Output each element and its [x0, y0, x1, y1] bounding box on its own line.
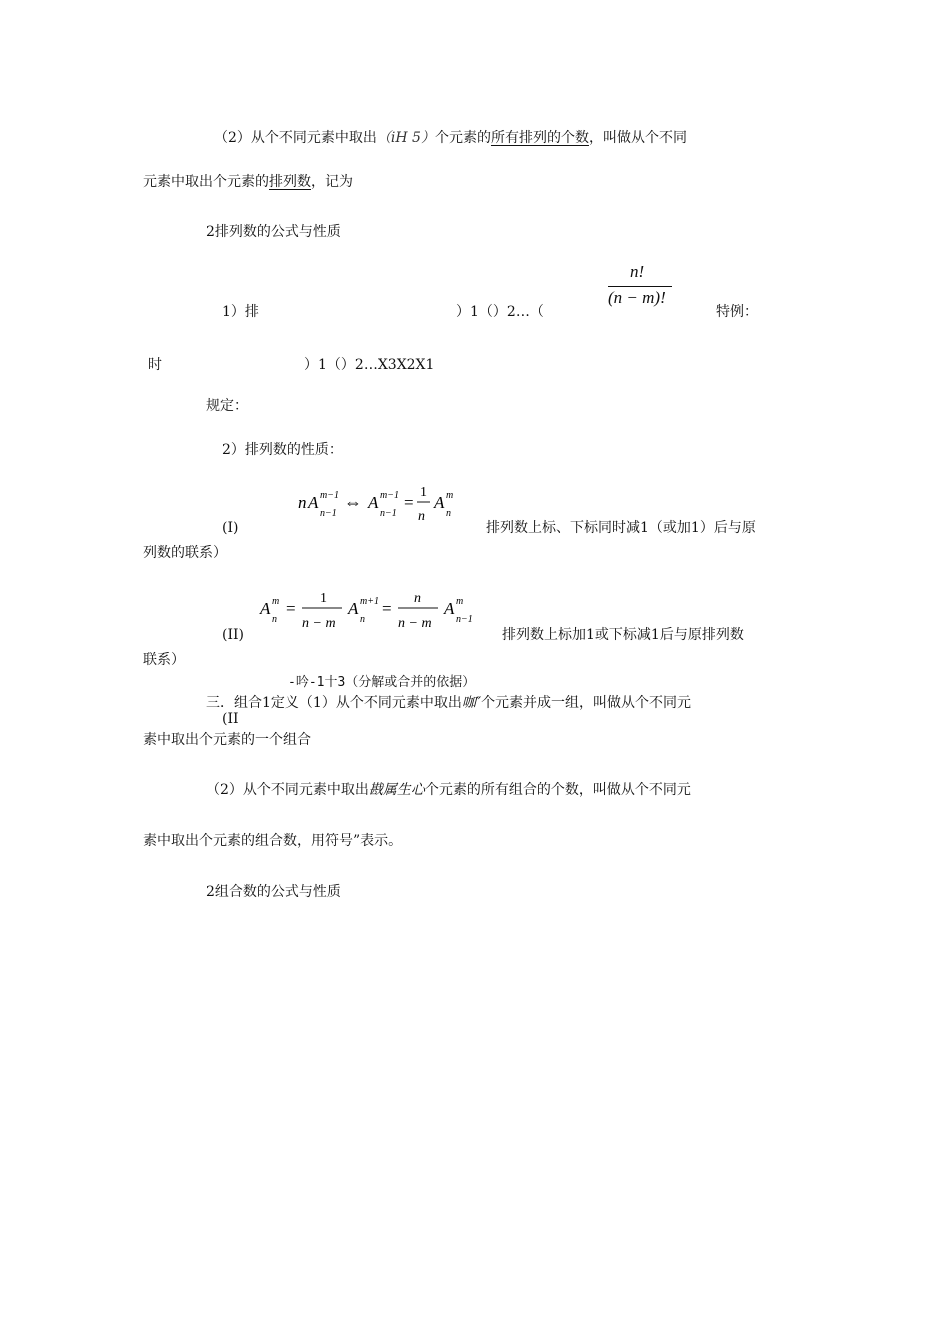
prop1-label: (I)	[222, 520, 239, 536]
svg-text:n−1: n−1	[380, 508, 397, 519]
svg-text:m+1: m+1	[360, 596, 379, 607]
para-comb-line1	[206, 781, 691, 799]
svg-text:1: 1	[420, 485, 427, 500]
svg-text:n − m: n − m	[398, 616, 432, 631]
svg-text:n: n	[418, 509, 425, 524]
fraction-numerator: n!	[630, 262, 645, 281]
svg-text:n: n	[414, 591, 421, 606]
section3-text-a: 三．组合1定义（1）从个不同元素中取出	[206, 695, 462, 711]
rule-label: 规定：	[206, 398, 248, 414]
para1-line1	[214, 129, 687, 147]
para1-underlined-term: 排列数	[269, 174, 311, 190]
prop1-text-a: 排列数上标、下标同时减1（或加1）后与原	[486, 520, 756, 536]
svg-text:A: A	[308, 493, 319, 512]
para1-text-c: 个元素的	[434, 130, 491, 146]
para1-text-e: ，叫做从个不同	[588, 130, 687, 146]
prop2-label: (II)	[222, 627, 244, 643]
svg-text:m: m	[446, 490, 454, 501]
para1-line2-text-c: ，记为	[311, 174, 353, 190]
svg-text:m−1: m−1	[320, 490, 339, 501]
svg-text:1: 1	[320, 591, 327, 606]
svg-text:n−1: n−1	[320, 508, 337, 519]
svg-text:m−1: m−1	[380, 490, 399, 501]
para-comb-line2: 素中取出个元素的组合数，用符号”表示。	[143, 833, 403, 849]
svg-text:A: A	[260, 599, 271, 618]
property-heading: 2）排列数的性质：	[222, 442, 343, 458]
svg-text:n − m: n − m	[302, 616, 336, 631]
svg-text:n: n	[446, 508, 451, 519]
svg-text:=: =	[404, 493, 414, 512]
heading-comb-formula: 2组合数的公式与性质	[206, 884, 341, 900]
fraction-denominator: (n − m)!	[608, 288, 666, 307]
svg-text:m: m	[272, 596, 280, 607]
section3-line2: 素中取出个元素的一个组合	[143, 732, 311, 748]
formula-line-part2: ）1（）2…（	[456, 304, 544, 320]
factorial-fraction	[606, 262, 674, 312]
para-comb-text-a: （2）从个不同元素中取出	[206, 782, 369, 798]
svg-text:A: A	[348, 599, 359, 618]
prop3-text: -吟-1十3（分解或合并的依据）	[288, 675, 476, 690]
formula-line2-part1: 时	[148, 357, 162, 373]
section3-italic: 咖″	[461, 695, 482, 711]
svg-text:⇔: ⇔	[344, 492, 362, 512]
prop2-text-b: 联系）	[143, 652, 185, 668]
prop2-text-a: 排列数上标加1或下标减1后与原排列数	[502, 627, 744, 643]
formula-line2-part2: ）1（）2…X3X2X1	[304, 357, 435, 373]
svg-text:m: m	[456, 596, 464, 607]
svg-text:n: n	[272, 614, 277, 625]
heading-perm-formula: 2排列数的公式与性质	[206, 224, 341, 240]
fraction-bar	[608, 286, 672, 287]
para1-italic-note: （iH 5）	[376, 130, 435, 146]
section3-line1	[206, 694, 691, 712]
para1-line2-text-a: 元素中取出个元素的	[143, 174, 269, 190]
svg-text:A: A	[444, 599, 455, 618]
svg-text:n: n	[360, 614, 365, 625]
section3-text-b: 个元素并成一组，叫做从个不同元	[481, 695, 692, 711]
prop3-label: (II	[222, 711, 239, 727]
prop2-formula	[258, 586, 483, 638]
prop1-formula	[296, 480, 466, 530]
para-comb-text-b: 个元素的所有组合的个数，叫做从个不同元	[424, 782, 691, 798]
svg-text:=: =	[286, 599, 296, 618]
svg-text:n: n	[298, 493, 307, 512]
prop1-text-b: 列数的联系）	[143, 545, 227, 561]
para1-text-a: （2）从个不同元素中取出	[214, 130, 377, 146]
formula-line-part1: 1）排	[222, 304, 259, 320]
para1-underlined-phrase: 所有排列的个数	[490, 130, 589, 146]
para-comb-italic: 戡属生心	[368, 782, 425, 798]
svg-text:A: A	[434, 493, 445, 512]
svg-text:A: A	[368, 493, 379, 512]
formula-line-part3: 特例：	[716, 304, 758, 320]
svg-text:n−1: n−1	[456, 614, 473, 625]
svg-text:=: =	[382, 599, 392, 618]
para1-line2	[143, 173, 353, 191]
